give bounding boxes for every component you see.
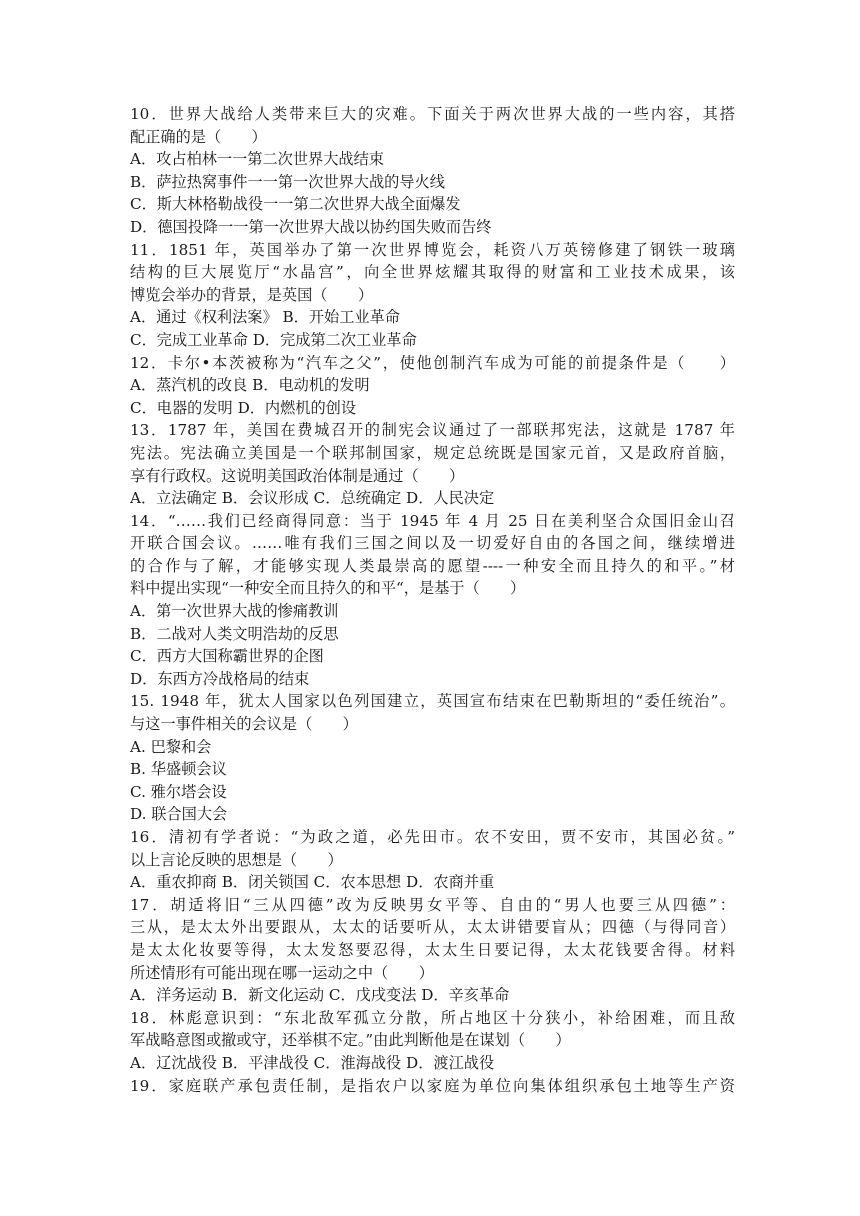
text-line: 12．卡尔•本茨被称为“汽车之父”，使他创制汽车成为可能的前提条件是（ ） — [130, 353, 735, 372]
text-line: A．立法确定 B．会议形成 C．总统确定 D．人民决定 — [130, 489, 495, 508]
text-line: 开联合国会议。……唯有我们三国之间以及一切爱好自由的各国之间，继续增进 — [130, 534, 735, 553]
text-line: 料中提出实现“一种安全而且持久的和平“，是基于（ ） — [130, 579, 526, 598]
text-line: D．东西方冷战格局的结束 — [130, 669, 310, 688]
text-line: A．洋务运动 B．新文化运动 C．戊戌变法 D．辛亥革命 — [130, 986, 510, 1005]
text-line: 14．“……我们已经商得同意：当于 1945 年 4 月 25 日在美利坚合众国旧金山召 — [130, 511, 735, 530]
text-line: 所述情形有可能出现在哪一运动之中（ ） — [130, 963, 434, 982]
text-line: 是太太化妆要等得，太太发怒要忍得，太太生日要记得，太太花钱要舍得。材料 — [130, 940, 735, 959]
text-line: C. 雅尔塔会设 — [130, 782, 227, 801]
text-line: D．德国投降一一第一次世界大战以协约国失败而告终 — [130, 217, 492, 236]
text-line: 11．1851 年，英国举办了第一次世界博览会，耗资八万英镑修建了钢铁一玻璃 — [130, 240, 735, 259]
text-line: 与这一事件相关的会议是（ ） — [130, 715, 358, 734]
text-line: A. 巴黎和会 — [130, 737, 212, 756]
text-line: 的合作与了解，才能够实现人类最崇高的愿望----一种安全而且持久的和平。”材 — [130, 556, 735, 575]
text-line: 10．世界大战给人类带来巨大的灾难。下面关于两次世界大战的一些内容，其搭 — [130, 105, 735, 123]
text-line: 配正确的是（ ） — [130, 127, 267, 146]
text-line: C．西方大国称霸世界的企图 — [130, 647, 324, 666]
text-line: B．二战对人类文明浩劫的反思 — [130, 624, 339, 643]
text-line: 宪法。宪法确立美国是一个联邦制国家，规定总统既是国家元首，又是政府首脑， — [130, 443, 735, 462]
text-line: 16．清初有学者说：“为政之道，必先田市。农不安田，贾不安市，其国必贫。” — [130, 828, 735, 846]
text-line: C．完成工业革命 D．完成第二次工业革命 — [130, 330, 417, 349]
exam-page — [130, 103, 735, 1097]
text-line: A．重农抑商 B．闭关锁国 C．农本思想 D．农商并重 — [130, 873, 495, 892]
text-line: 17．胡适将旧“三从四德”改为反映男女平等、自由的“男人也要三从四德”： — [130, 895, 735, 914]
text-line: 19．家庭联产承包责任制，是指农户以家庭为单位向集体组织承包土地等生产资 — [130, 1076, 735, 1095]
text-line: 享有行政权。这说明美国政治体制是通过（ ） — [130, 466, 465, 485]
text-line: 13．1787 年，美国在费城召开的制宪会议通过了一部联邦宪法，这就是 1787 年 — [130, 421, 735, 440]
text-line: C．斯大林格勒战役一一第二次世界大战全面爆发 — [130, 195, 461, 214]
text-line: A．蒸汽机的改良 B．电动机的发明 — [130, 376, 370, 395]
text-line: B. 华盛顿会议 — [130, 760, 227, 779]
text-line: C．电器的发明 D．内燃机的创设 — [130, 398, 357, 417]
text-line: 以上言论反映的思想是（ ） — [130, 850, 343, 869]
text-line: 15. 1948 年，犹太人国家以色列国建立，英国宣布结束在巴勒斯坦的“委任统治”。 — [130, 692, 735, 711]
text-line: B．萨拉热窝事件一一第一次世界大战的导火线 — [130, 172, 445, 191]
text-line: 博览会举办的背景，是英国（ ） — [130, 285, 373, 304]
text-line: 结构的巨大展览厅“水晶宫”，向全世界炫耀其取得的财富和工业技术成果，该 — [130, 263, 735, 282]
text-line: A．第一次世界大战的惨痛教训 — [130, 602, 339, 621]
text-line: 18．林彪意识到：“东北敌军孤立分散，所占地区十分狭小，补给困难，而且敌 — [130, 1008, 735, 1027]
text-line: A．攻占柏林一一第二次世界大战结束 — [130, 150, 384, 169]
text-line: 军战略意图或撤或守，还举棋不定。”由此判断他是在谋划（ ） — [130, 1031, 571, 1050]
text-line: 三从，是太太外出要跟从，太太的话要听从，太太讲错要盲从；四德（与得同音） — [130, 918, 735, 937]
text-line: A．通过《权利法案》 B．开始工业革命 — [130, 308, 400, 327]
text-line: D. 联合国大会 — [130, 805, 228, 824]
text-line: A．辽沈战役 B．平津战役 C．淮海战役 D．渡江战役 — [130, 1053, 495, 1072]
